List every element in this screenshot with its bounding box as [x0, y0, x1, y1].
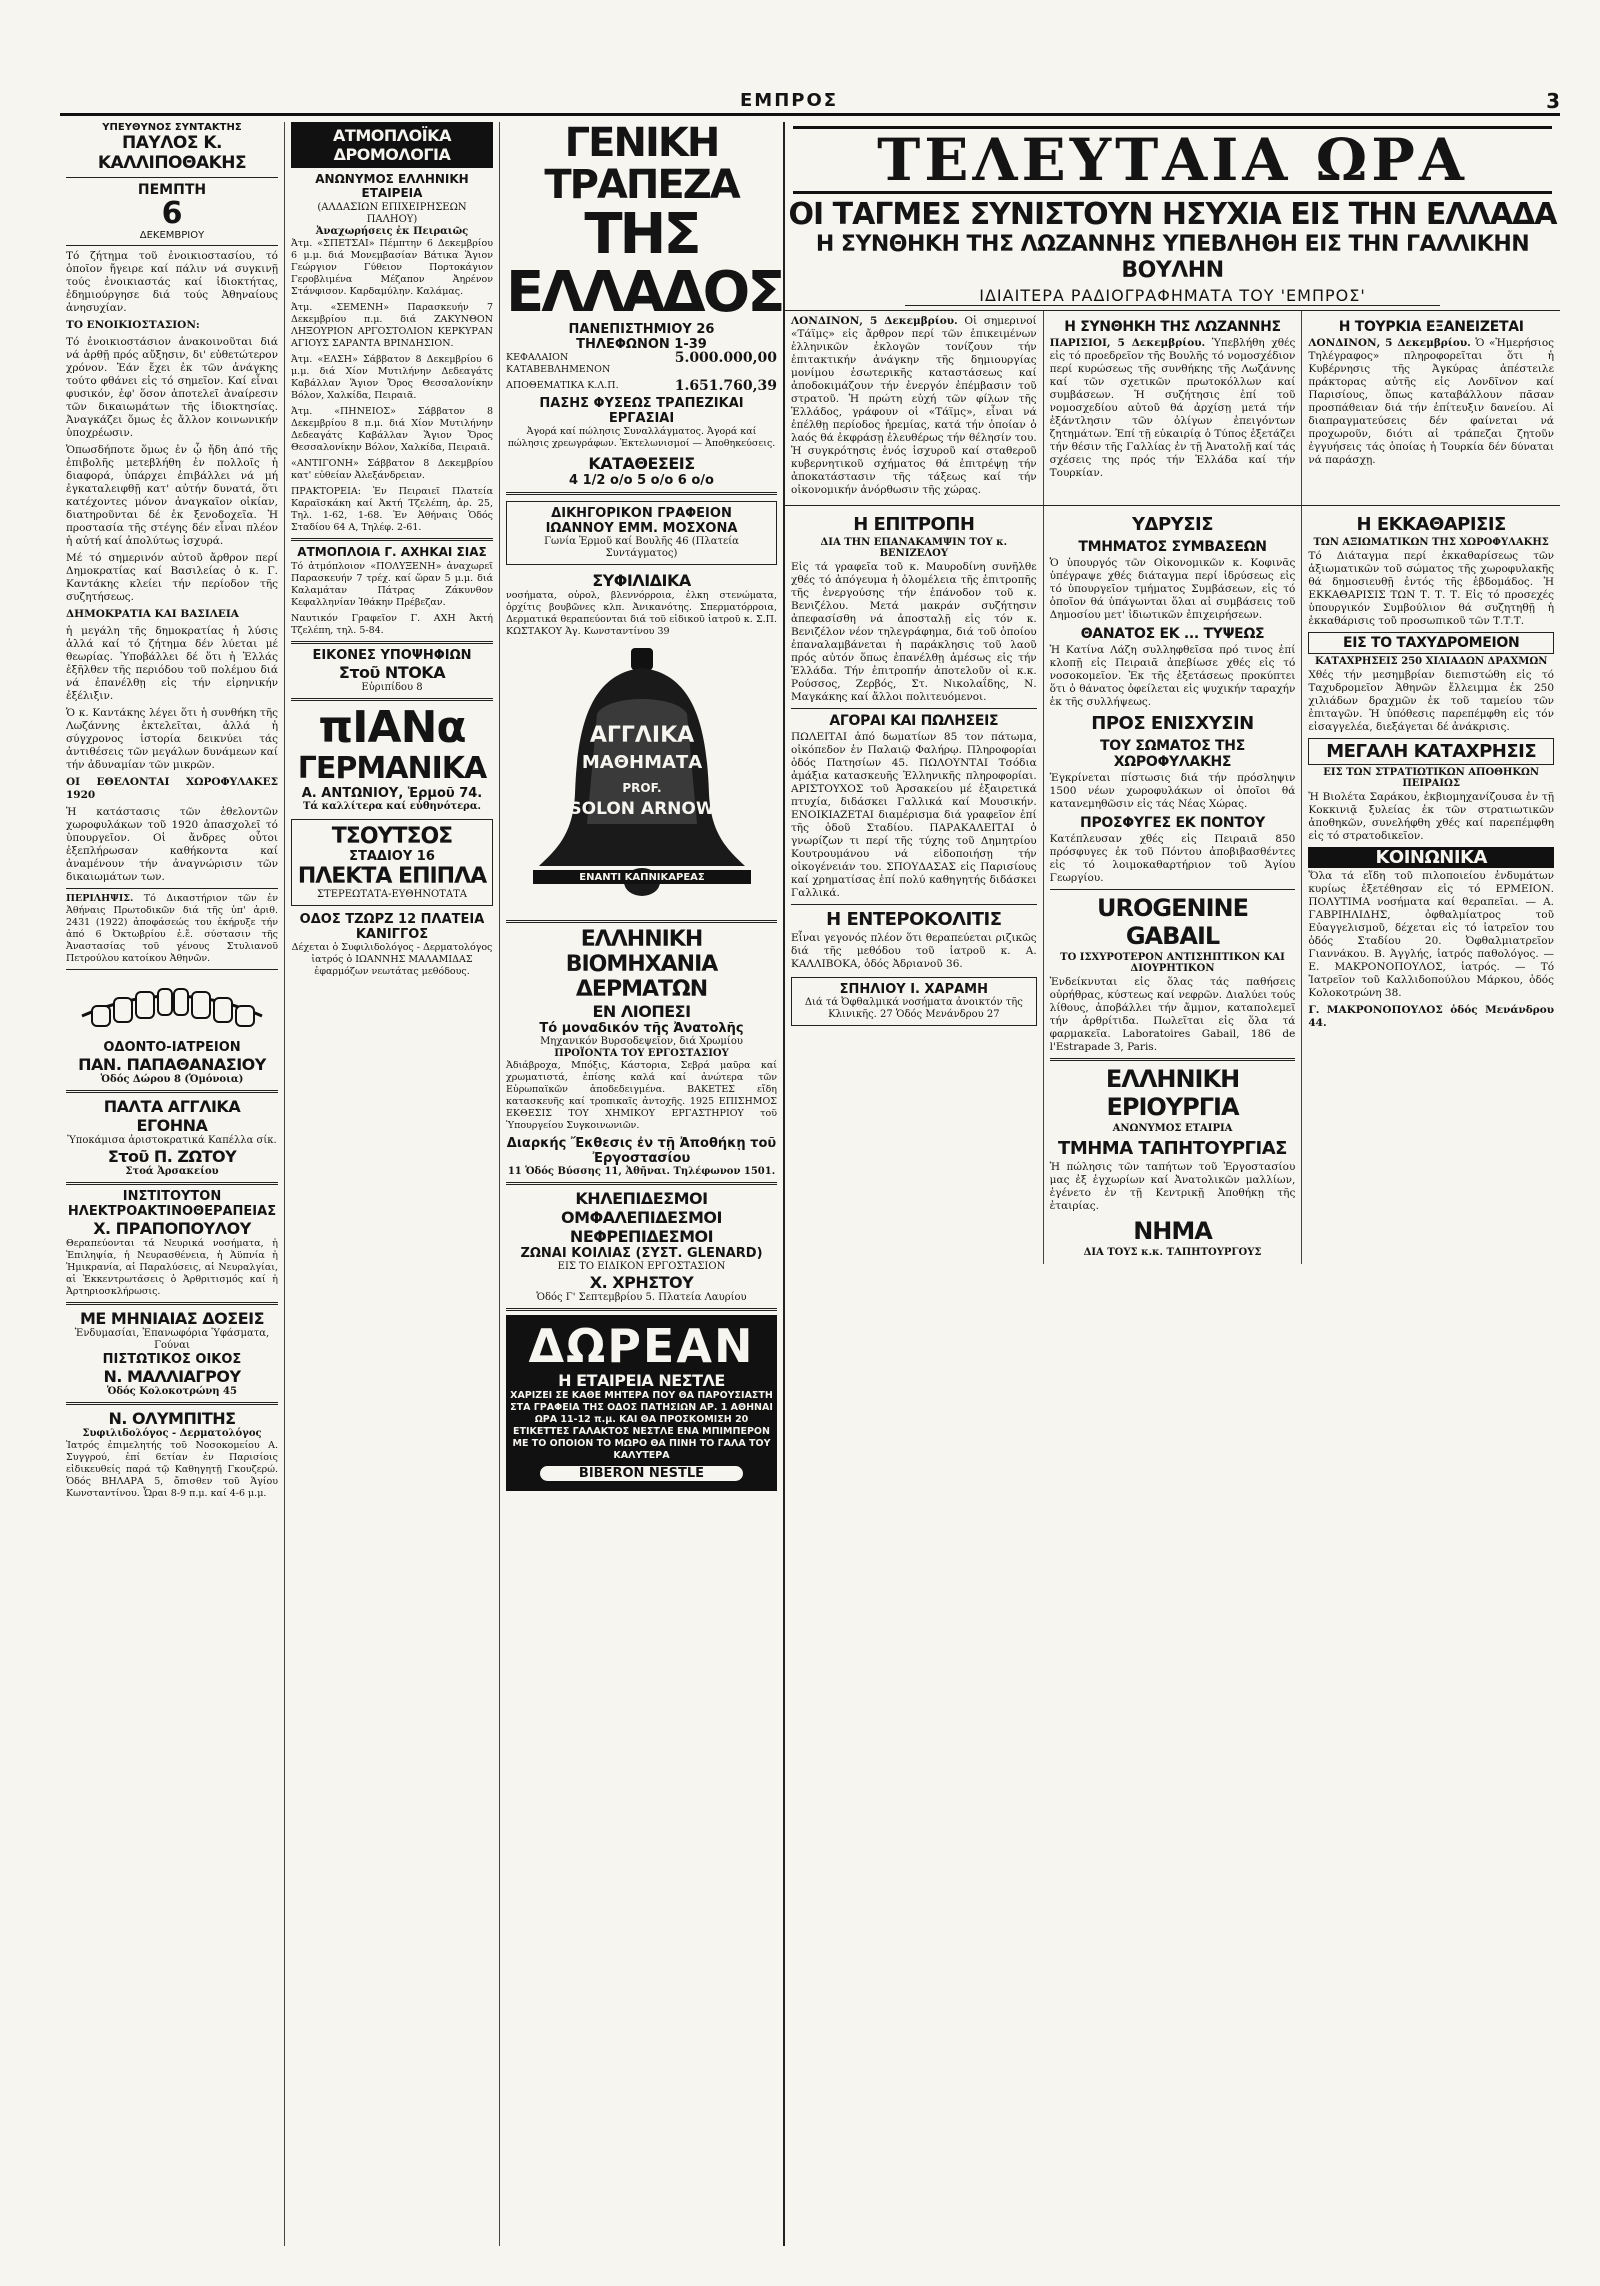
- piano-ad-subtitle: ΓΕΡΜΑΝΙΚΑ: [297, 751, 487, 786]
- shipping-company-sub: (ΑΛΔΑΣΙΩΝ ΕΠΙΧΕΙΡΗΣΕΩΝ ΠΑΛΗΟΥ): [317, 202, 467, 225]
- bank-deposit-rates: 4 1/2 ο/ο 5 ο/ο 6 ο/ο: [569, 473, 714, 488]
- second-shipping-banner: ΑΤΜΟΠΛΟΙΑ Γ. ΑΧΗΚΑΙ ΣΙΑΣ: [297, 545, 487, 559]
- notice-kicker: ΠΕΡΙΛΗΨΙΣ.: [66, 893, 134, 904]
- coats-ad-subtitle: Ὑποκάμισα ἀριστοκρατικά Καπέλλα σίκ.: [67, 1135, 277, 1146]
- article-body: Ὑπεβλήθη χθές εἰς τό προεδρεῖον τῆς Βουλῆς τό νομοσχέδιον περί κυρώσεως τῆς συνθήκης τῆς Λωζάννης καί τῶν σχετικῶν πρωτοκόλλων καί συμβάσεων. Ἡ συζήτησις ἐπί τοῦ νομοσχεδίου αὐτοῦ θά ἀρχίσῃ μετά τήν ἐξάντλησιν τῶν ὀλίγων ἐπειγόντων ζητημάτων. Ἐπί τῇ εὐκαιρίᾳ ὁ Τύπος ἐξετάζει τήν θέσιν τῆς Γαλλίας ἐν τῇ Ἀνατολῇ καί τάς σχέσεις της πρός τήν Ἑλλάδα καί τήν Τουρκίαν.: [1049, 337, 1296, 479]
- bell-prof: PROF.: [621, 781, 662, 795]
- bell-line-1: ΑΓΓΛΙΚΑ: [589, 723, 694, 748]
- dateline: ΠΑΡΙΣΙΟΙ, 5 Δεκεμβρίου.: [1049, 337, 1206, 349]
- bell-footer: ΕΝΑΝΤΙ ΚΑΠΝΙΚΑΡΕΑΣ: [578, 872, 705, 883]
- leather-ad-text: Ἀδιάβροχα, Μπόξις, Κάστορια, Σεβρά μαῦρα καί χρωματιστά, ἐπίσης καλά καί ἀνώτερα τῶν Εὐρωπαϊκῶν ἀποδεδειγμένα. ΒΑΚΕΤΕΣ εἴδη κατασκευῆς καί τροπικαῖς ἀντοχῆς. 1925 ΕΠΙΣΗΜΟΣ ΕΚΘΕΣΙΣ ΤΟΥ ΧΗΜΙΚΟΥ ΕΡΓΑΣΤΗΡΙΟΥ τοῦ Ὑπουργείου Συγκοινωνιῶν.: [506, 1060, 777, 1131]
- ship-schedule: Τό ἀτμόπλοιον «ΠΟΛΥΞΕΝΗ» ἀναχωρεῖ Παρασκευήν 7 τρέχ. καί ὥραν 5 μ.μ. διά Καλαμάταν Πάτρας Ζάκυνθον Κεφαλληνίαν Ἰθάκην Πρέβεζαν.: [291, 561, 493, 608]
- bandage-ad-line-3: ΝΕΦΡΕΠΙΔΕΣΜΟΙ: [569, 1227, 714, 1246]
- ship-schedule: «ΑΝΤΙΓΟΝΗ» Σάββατον 8 Δεκεμβρίου κατ' εὐθείαν Ἀλεξάνδρειαν.: [291, 458, 493, 481]
- shipping-company: ΑΝΩΝΥΜΟΣ ΕΛΛΗΝΙΚΗ ΕΤΑΙΡΕΙΑ: [315, 172, 469, 200]
- page-number: 3: [1546, 88, 1560, 113]
- purge-body: Τό Διάταγμα περί ἐκκαθαρίσεως τῶν ἀξιωματικῶν τοῦ σώματος τῆς χωροφυλακῆς θά δημοσιευθῇ ἐντός τῆς ἑβδομάδος. Ἡ ΕΚΚΑΘΑΡΙΣΙΣ ΤΩΝ Τ. Τ. Τ. Εἰς τό προσεχές ὑπουργικόν Συμβούλιον θά συζητηθῇ ἡ ἐκκαθάρισις τοῦ προσωπικοῦ τῶν Τ.Τ.Τ.: [1308, 550, 1555, 627]
- committee-kicker: ΔΙΑ ΤΗΝ ΕΠΑΝΑΚΑΜΨΙΝ ΤΟΥ κ. ΒΕΝΙΖΕΛΟΥ: [820, 537, 1008, 559]
- support-body: Ἐγκρίνεται πίστωσις διά τήν πρόσληψιν 1500 νέων χωροφυλάκων οἱ ὁποῖοι θά κατανεμηθῶσιν εἰς τάς Νέας Χώρας.: [1049, 772, 1296, 810]
- column-paragraph: Μέ τό σημερινόν αὐτοῦ ἄρθρον περί Δημοκρατίας καί Βασιλείας ὁ κ. Γ. Καντάκης κλείει τήν περίοδον τῆς συζητήσεως.: [66, 552, 278, 603]
- leather-ad-title: ΕΛΛΗΝΙΚΗ ΒΙΟΜΗΧΑΝΙΑ ΔΕΡΜΑΤΩΝ: [565, 927, 718, 1002]
- column-paragraph: ἡ μεγάλη τῆς δημοκρατίας ἡ λύσις ἀλλά καί τό ζήτημα δέν λύεται μέ θεωρίας. Ὑποβάλλει δέ ὅτι ἡ Ἑλλάς ἐξῆλθεν τῆς περιόδου τοῦ πολέμου διά νά ἐπανέλθῃ εἰς τήν εἰρηνικήν ἐξέλιξιν.: [66, 625, 278, 702]
- social-body: Ὅλα τά εἴδη τοῦ πιλοποιείου ἐνδυμάτων κυρίως ἐξετέθησαν εἰς τό ΕΡΜΕΙΟΝ. ΠΟΛΥΤΙΜΑ νοσήματα καί θεραπεῖαι. — Α. ΓΑΒΡΙΗΛΙΔΗΣ, ὀφθαλμίατρος τοῦ Εὐαγγελισμοῦ, δέχεται εἰς τό ἰατρεῖον του ὁδός Σταδίου 20. Ὀφθαλμιατρεῖον Γιαννάκου. Β. Ἀγγλής, ἰατρός παθολόγος. — Ε. ΜΑΚΡΟΝΟΠΟΥΛΟΣ, ἰατρός. — Τό Ἰατρεῖον τοῦ Καλλιδοπούλου Μάρκου, ὁδός Κολοκοτρώνη 38.: [1308, 870, 1555, 999]
- clinic-text: Δέχεται ὁ Συφιλιδολόγος - Δερματολόγος ἰατρός ὁ ΙΩΑΝΝΗΣ ΜΑΛΑΜΙΔΑΣ ἐφαρμόζων νεωτάτας μεθόδους.: [291, 942, 493, 977]
- monthly-subtitle: Ἐνδυμασίαι, Ἐπανωφόρια Ὑφάσματα, Γούναι: [74, 1328, 270, 1351]
- bandage-ad-line-4: ΖΩΝΑΙ ΚΟΙΛΙΑΣ (ΣΥΣΤ. GLENARD): [520, 1246, 763, 1261]
- bank-title-line-1: ΓΕΝΙΚΗ ΤΡΑΠΕΖΑ: [544, 122, 739, 208]
- article-body: Οἱ σημερινοί «Τάϊμς» εἰς ἄρθρον περί τῶν ἐπικειμένων ἑλληνικῶν ἐκλογῶν τονίζουν τήν ἐπιτακτικήν ἀνάγκην τῆς δημιουργίας μονίμου ἐσωτερικῆς καταστάσεως καί ἀποδοκιμάζουν τήν ἐνεργόν ἐπέμβασιν τοῦ στρατοῦ. Ἡ πρώτη εὐχή τῶν φίλων τῆς Ἑλλάδος, γράφουν οἱ «Τάϊμς», εἶναι νά ἐπέλθῃ περίοδος ἠρεμίας, κατά τήν ὁποίαν ὁ λαός θά ἐκφράσῃ ἐλευθέρως τήν θέλησίν του. Ἡ συγκρότησις ἑνός ἰσχυροῦ καί σταθεροῦ κυβερνητικοῦ σχήματος θά ἐπιτρέψῃ τήν ἀποκατάστασιν τῆς τάξεως καί τήν οἰκονομικήν ἀνόρθωσιν τῆς χώρας.: [791, 315, 1037, 496]
- bell-name: SOLON ARNOW: [568, 799, 715, 819]
- monthly-title: ΜΕ ΜΗΝΙΑΙΑΣ ΔΟΣΕΙΣ: [79, 1309, 265, 1328]
- syphilis-ad-text: νοσήματα, οὐρολ, βλεννόρροια, ἐλκη στενώματα, ὀρχίτις βουβῶνες κλπ. Ἀνικανότης. Σπερματόρροια, Δερματικά θεραπεύονται διά τοῦ εἰδικοῦ ἰατροῦ κ. Σ.Π. ΚΩΣΤΑΚΟΥ Ἀγ. Κωνσταντίνου 39: [506, 590, 777, 637]
- bandage-ad-line-1: ΚΗΛΕΠΙΔΕΣΜΟΙ: [575, 1189, 708, 1208]
- column-kicker: ΔΗΜΟΚΡΑΤΙΑ ΚΑΙ ΒΑΣΙΛΕΙΑ: [66, 608, 239, 620]
- shipping-banner: ΑΤΜΟΠΛΟΪΚΑ ΔΡΟΜΟΛΟΓΙΑ: [291, 122, 493, 168]
- post-office-body: Χθές τήν μεσημβρίαν διεπιστώθη εἰς τό Ταχυδρομεῖον Ἀθηνῶν ἔλλειμμα ἐκ 250 χιλιάδων δραχμῶν ἐκ τοῦ ταμείου τῶν ἐπιταγῶν. Ἡ ὑπόθεσις παρεπέμφθη εἰς τόν εἰσαγγελέα, διεξάγεται δέ ἀνάκρισις.: [1308, 669, 1555, 733]
- post-office-head: ΕΙΣ ΤΟ ΤΑΧΥΔΡΟΜΕΙΟΝ: [1308, 632, 1554, 654]
- departures-label: Ἀναχωρήσεις ἐκ Πειραιῶς: [315, 226, 469, 237]
- eye-clinic-name: ΣΠΗΛΙΟΥ Ι. ΧΑΡΑΜΗ: [839, 982, 988, 997]
- article-head: Η ΤΟΥΡΚΙΑ ΕΞΑΝΕΙΖΕΤΑΙ: [1338, 319, 1524, 335]
- article-head: Η ΣΥΝΘΗΚΗ ΤΗΣ ΛΩΖΑΝΝΗΣ: [1064, 319, 1281, 335]
- bank-address: ΠΑΝΕΠΙΣΤΗΜΙΟΥ 26: [568, 322, 715, 337]
- capital-label: ΚΕΦΑΛΑΙΟΝ ΚΑΤΑΒΕΒΛΗΜΕΝΟΝ: [506, 352, 611, 375]
- ship-schedule: Ἀτμ. «ΣΠΕΤΣΑΙ» Πέμπτην 6 Δεκεμβρίου 6 μ.μ. διά Μονεμβασίαν Βάτικα Ἅγιον Γεώργιον Γύθειον Πορτοκάγιον Γεροβλιμένα Μέζαπον Ἀηρένον Στάνφισον. Καρδαμύλην. Καλάμας.: [291, 238, 493, 297]
- support-head-2: ΤΟΥ ΣΩΜΑΤΟΣ ΤΗΣ ΧΩΡΟΦΥΛΑΚΗΣ: [1100, 738, 1245, 770]
- wool-department: ΤΜΗΜΑ ΤΑΠΗΤΟΥΡΓΙΑΣ: [1058, 1138, 1287, 1159]
- leather-ad-expo: Διαρκής Ἔκθεσις ἐν τῇ Ἀποθήκῃ τοῦ Ἐργοστασίου: [506, 1136, 777, 1166]
- piano-ad-dealer: Α. ΑΝΤΩΝΙΟΥ, Ἑρμοῦ 74.: [301, 786, 483, 801]
- article-london: [785, 311, 1044, 505]
- bell-illustration: [527, 644, 757, 914]
- furniture-ad-name: ΤΣΟΥΤΣΟΣ: [331, 824, 453, 849]
- furniture-ad-address: ΣΤΑΔΙΟΥ 16: [349, 849, 435, 864]
- column-kicker: ΟΙ ΕΘΕΛΟΝΤΑΙ ΧΩΡΟΦΥΛΑΚΕΣ 1920: [66, 776, 278, 801]
- nestle-ad: [506, 1315, 777, 1491]
- bandage-ad-sub: ΕΙΣ ΤΟ ΕΙΔΙΚΟΝ ΕΡΓΟΣΤΑΣΙΟΝ: [557, 1261, 726, 1272]
- headline-4: ΙΔΙΑΙΤΕΡΑ ΡΑΔΙΟΓΡΑΦΗΜΑΤΑ ΤΟΥ 'ΕΜΠΡΟΣ': [905, 286, 1440, 306]
- embezzlement-kicker: ΕΙΣ ΤΩΝ ΣΤΡΑΤΙΩΤΙΚΩΝ ΑΠΟΘΗΚΩΝ ΠΕΙΡΑΙΩΣ: [1323, 767, 1540, 789]
- death-body: Ἡ Κατίνα Λάζη συλληφθεῖσα πρό τινος ἐπί κλοπῇ εἰς Πειραιᾶ ἀπεβίωσε χθές εἰς τό νοσοκομεῖον. Ἐκ τῆς ἐξετάσεως προκύπτει ὅτι ὁ θάνατος ὀφείλεται εἰς ψυχικήν ταραχήν ἐκ τῆς συλλήψεως.: [1049, 644, 1296, 708]
- eye-clinic-text: Διά τά Ὀφθαλμικά νοσήματα ἀνοικτόν τῆς Κλινικῆς. 27 Ὁδός Μενάνδρου 27: [804, 997, 1023, 1020]
- column-paragraph: Ὁπωσδήποτε ὅμως ἐν ᾧ ἤδη ἀπό τῆς ἐπιβολῆς μετεβλήθη ἐν πολλοῖς ἡ διαφορά, ὑπάρχει ἐπιβάλλει νά μή ἐγκαταλειφθῇ κατ' αὐτήν δυνατά, ὅτι κατέχοντες μόνον ἀναγκαῖον οἰκίαν, διατηροῦνται δέ ἐκ ξενοδοχεῖα. Ἡ προστασία τῆς στέγης δέν εἶναι πλέον ἡ αὐτή καί ἀπολύτως ἰσχυρά.: [66, 444, 278, 547]
- dateline: ΛΟΝΔΙΝΟΝ, 5 Δεκεμβρίου.: [791, 315, 958, 327]
- issue-month: ΔΕΚΕΜΒΡΙΟΥ: [139, 230, 205, 241]
- urogenine-kicker: ΤΟ ΙΣΧΥΡΟΤΕΡΟΝ ΑΝΤΙΣΗΠΤΙΚΟΝ ΚΑΙ ΔΙΟΥΡΗΤΙΚΟΝ: [1060, 952, 1285, 974]
- doctor-name: Ν. ΟΛΥΜΠΙΤΗΣ: [108, 1409, 236, 1428]
- main-headline: ΤΕΛΕΥΤΑΙΑ ΩΡΑ: [793, 126, 1552, 194]
- doctor-specialty: Συφιλιδολόγος - Δερματολόγος: [82, 1428, 262, 1439]
- bank-reserves-row: [506, 380, 777, 392]
- death-head: ΘΑΝΑΤΟΣ ΕΚ ... ΤΥΨΕΩΣ: [1080, 626, 1265, 642]
- bottom-column-2: [1044, 506, 1303, 1264]
- institute-text: Θεραπεύονται τά Νευρικά νοσήματα, ἡ Ἐπιληψία, ἡ Νευρασθένεια, ἡ Ἀϋπνία ἡ Ἡμικρανία, αἱ Παραλύσεις, αἱ Νευραλγίαι, αἱ Ἐκκεντρωτάσεις ὁ Ἀρθριτισμός καί ἡ Ἀρτηριοσκλήρωσις.: [66, 1238, 278, 1297]
- bandage-ad-address: Ὁδός Γ' Σεπτεμβρίου 5. Πλατεία Λαυρίου: [536, 1292, 747, 1303]
- bank-deposits: ΚΑΤΑΘΕΣΕΙΣ: [588, 454, 695, 473]
- market-body: ΠΩΛΕΙΤΑΙ ἀπό δωματίων 85 τον πάτωμα, οἰκόπεδον ἐν Παλαιῷ Φαλήρῳ. Πληροφορίαι ὁδός Πατησίων 45. ΠΩΛΟΥΝΤΑΙ Τσόδια ἀμάξια κατασκευῆς Ἑλληνικῆς πληροφορίαι. ΑΡΙΣΤΟΥΧΟΣ τοῦ Ἀρσακείου μέ ἐξαιρετικά πτυχία, διδάσκει Γαλλικά καί Μουσικήν. ΕΝΟΙΚΙΑΖΕΤΑΙ διαμέρισμα διά γραφεῖον ἐπί τῆς ὁδοῦ Σταδίου. ΠΑΡΑΚΑΛΕΙΤΑΙ ὁ γνωρίζων τι περί τῆς τύχης τοῦ Δημητρίου Κουτρουμάνου νά εἰδοποιήσῃ τήν οἰκογένειάν του. ΣΠΟΥΔΑΣΑΣ εἰς Παρισίους καί χρηματίσας ἐπί πολύ καθηγητής διδάσκει Γαλλικά.: [791, 731, 1037, 899]
- reserves-value: 1.651.760,39: [674, 378, 777, 394]
- dentist-name: ΠΑΝ. ΠΑΠΑΘΑΝΑΣΙΟΥ: [78, 1055, 266, 1074]
- law-office-ad: [506, 501, 777, 565]
- leather-ad-sub2: Μηχανικόν Βυρσοδεψεῖον, διά Χρωμίου: [540, 1036, 743, 1047]
- wool-kicker: ΑΝΩΝΥΜΟΣ ΕΤΑΙΡΙΑ: [1112, 1123, 1233, 1134]
- column-2: [285, 122, 500, 2246]
- enterocolitis-body: Εἶναι γεγονός πλέον ὅτι θεραπεύεται ριζικῶς διά τῆς μεθόδου τοῦ ἰατροῦ κ. Α. ΚΑΛΛΙΒΟΚΑ, ὁδός Ἀδριανοῦ 36.: [791, 932, 1037, 970]
- eye-clinic-ad: [791, 977, 1037, 1026]
- top-columns: [785, 310, 1560, 505]
- nestle-biberon: BIBERON NESTLE: [540, 1466, 743, 1481]
- column-1: [60, 122, 285, 2246]
- issue-date: 6: [161, 196, 183, 231]
- wool-head: ΕΛΛΗΝΙΚΗ ΕΡΙΟΥΡΓΙΑ: [1105, 1065, 1240, 1121]
- article-turkey: [1302, 311, 1560, 505]
- bank-capital-row: [506, 352, 777, 376]
- bank-phone: ΤΗΛΕΦΩΝΟΝ 1-39: [576, 337, 707, 352]
- bell-line-2: ΜΑΘΗΜΑΤΑ: [581, 752, 702, 773]
- law-office-title: ΔΙΚΗΓΟΡΙΚΟΝ ΓΡΑΦΕΙΟΝ: [551, 506, 732, 521]
- dentist-address: Ὁδός Δώρου 8 (Ὁμόνοια): [100, 1074, 244, 1085]
- coats-ad-address: Στοά Ἀρσακείου: [125, 1166, 219, 1177]
- furniture-ad-product: ΠΛΕΚΤΑ ΕΠΙΠΛΑ: [297, 864, 487, 889]
- syphilis-ad-title: ΣΥΦΙΛΙΔΙΚΑ: [592, 571, 691, 590]
- leather-ad-place: ΕΝ ΛΙΟΠΕΣΙ: [592, 1002, 691, 1021]
- running-head: [60, 88, 1560, 116]
- column-kicker: ΤΟ ΕΝΟΙΚΙΟΣΤΑΣΙΟΝ:: [66, 319, 200, 331]
- dentist-title: ΟΔΟΝΤΟ-ΙΑΤΡΕΙΟΝ: [103, 1040, 241, 1055]
- piano-ad-note: Τά καλλίτερα καί εὐθηνότερα.: [302, 801, 482, 812]
- contracts-body: Ὁ ὑπουργός τῶν Οἰκονομικῶν κ. Κοφινᾶς ὑπέγραψε χθές διάταγμα περί ἱδρύσεως εἰς τό ὑπουργεῖον τμήματος Συμβάσεων, εἰς τό ὁποῖον θά ὑπάγωνται ὅλαι αἱ συμβάσεις τοῦ Δημοσίου μετ' ἰδιωτικῶν ἐπιχειρήσεων.: [1049, 557, 1296, 621]
- credit-address: Ὁδός Κολοκοτρώνη 45: [107, 1386, 237, 1397]
- wool-body: Ἡ πώλησις τῶν ταπήτων τοῦ Ἐργοστασίου μας ἐξ ἐγχωρίων καί Ἀνατολικῶν μαλλίων, ἐγένετο ἐν τῇ Κεντρικῇ Ἀποθήκῃ τῆς ἑταιρίας.: [1049, 1161, 1296, 1212]
- bottom-columns: [785, 505, 1560, 1264]
- headline-2: ΟΙ ΤΑΓΜΕΣ ΣΥΝΙΣΤΟΥΝ ΗΣΥΧΙΑ ΕΙΣ ΤΗΝ ΕΛΛΑΔΑ: [788, 197, 1557, 232]
- column-paragraph: Τό ἐνοικιοστάσιον ἀνακοινοῦται διά νά ἀρθῇ πρός αὔξησιν, δι' εὐθετώτερον χρόνον. Ἐάν ἔχει ἐκ τῶν ἀνάγκης τούτο φθάνει εἰς τό σημεῖον. Καί εἶναι φυσικόν, ἐφ' ὅσον ἀποτελεῖ ἀναίρεσιν τῶν δικαιωμάτων τῆς ἰδιοκτησίας. Ἀναγκάζει ὅμως ἐς ἄλλον κοινωνικήν ὑποχρέωσιν.: [66, 336, 278, 439]
- coats-ad-shop: Στοῦ Π. ΖΩΤΟΥ: [107, 1147, 237, 1166]
- institute-title: ΙΝΣΤΙΤΟΥΤΟΝ ΗΛΕΚΤΡΟΑΚΤΙΝΟΘΕΡΑΠΕΙΑΣ: [67, 1189, 277, 1219]
- column-paragraph: Ἡ κατάστασις τῶν ἐθελοντῶν χωροφυλάκων τοῦ 1920 ἀπασχολεῖ τό ὑπουργεῖον. Οἱ ἄνδρες οὗτοι ἐξεπλήρωσαν καθήκοντα καί ἀναμένουν τήν ἀναγνώρισιν τῶν δικαιωμάτων των.: [66, 806, 278, 883]
- headline-3: Η ΣΥΝΘΗΚΗ ΤΗΣ ΛΩΖΑΝΝΗΣ ΥΠΕΒΛΗΘΗ ΕΙΣ ΤΗΝ ΓΑΛΛΙΚΗΝ ΒΟΥΛΗΝ: [815, 232, 1530, 283]
- furniture-ad-note: ΣΤΕΡΕΩΤΑΤΑ-ΕΥΘΗΝΟΤΑΤΑ: [316, 889, 468, 900]
- bandage-ad-name: Χ. ΧΡΗΣΤΟΥ: [589, 1273, 694, 1292]
- bank-services-text: Ἀγορά καί πώλησις Συναλλάγματος. Ἀγορά καί πώλησις χρεωγράφων. Ἐκτελωνισμοί — Ἀποθηκεύσεις.: [507, 426, 776, 449]
- icons-ad-address: Εὐριπίδου 8: [361, 682, 423, 693]
- post-office-kicker: ΚΑΤΑΧΡΗΣΕΙΣ 250 ΧΙΛΙΑΔΩΝ ΔΡΑΧΜΩΝ: [1314, 656, 1548, 667]
- bottom-column-3: [1302, 506, 1560, 1264]
- bottom-column-1: [785, 506, 1044, 1264]
- capital-value: 5.000.000,00: [674, 350, 777, 366]
- doctor-text: Ἰατρός ἐπιμελητής τοῦ Νοσοκομείου Α. Συγγρού, ἐπί 6ετίαν ἐν Παρισίοις εἰδικευθείς παρά τῷ Καθηγητῇ Γκουζερώ. Ὁδός ΒΗΛΑΡΑ 5, ὄπισθεν τοῦ Ἁγίου Κωνσταντίνου. Ὧραι 8-9 π.μ. καί 4-6 μ.μ.: [66, 1440, 278, 1499]
- market-head: ΑΓΟΡΑΙ ΚΑΙ ΠΩΛΗΣΕΙΣ: [829, 713, 999, 729]
- refugees-body: Κατέπλευσαν χθές εἰς Πειραιᾶ 850 πρόσφυγες ἐκ τοῦ Πόντου ἀποβιβασθέντες εἰς τό λοιμοκαθαρτήριον τοῦ Ἁγίου Γεωργίου.: [1049, 833, 1296, 884]
- committee-head: Η ΕΠΙΤΡΟΠΗ: [853, 514, 975, 535]
- column-paragraph: Τό ζήτημα τοῦ ἐνοικιοστασίου, τό ὁποῖον ἤγειρε καί πάλιν νά συγκινῇ τούς ἐνοικιαστάς καί ἰδιοκτήτας, ἐδημιούργησε διά τούς Ἀθηναίους ἀνησυχίαν.: [66, 250, 278, 314]
- nestle-ad-company: Η ΕΤΑΙΡΕΙΑ ΝΕΣΤΛΕ: [558, 1371, 725, 1390]
- law-office-name: ΙΩΑΝΝΟΥ ΕΜΜ. ΜΟΣΧΟΝΑ: [545, 521, 738, 536]
- contracts-head: ΥΔΡΥΣΙΣ: [1132, 514, 1213, 535]
- leather-ad-products: ΠΡΟΪΟΝΤΑ ΤΟΥ ΕΡΓΟΣΤΑΣΙΟΥ: [554, 1048, 729, 1059]
- shipping-agencies: ΠΡΑΚΤΟΡΕΙΑ: Ἐν Πειραιεῖ Πλατεία Καραϊσκάκη καί Ἀκτή Τζελέπη, ἀρ. 25, Τηλ. 1-62, 1-68. Ἐν Ἀθήναις Ὁδός Σταδίου 64 Α, Τηλέφ. 2-61.: [291, 486, 493, 533]
- leather-ad-address: 11 Ὁδός Βύσσης 11, Ἀθῆναι. Τηλέφωνον 1501.: [507, 1166, 776, 1177]
- nestle-ad-text: ΧΑΡΙΖΕΙ ΣΕ ΚΑΘΕ ΜΗΤΕΡΑ ΠΟΥ ΘΑ ΠΑΡΟΥΣΙΑΣΤΗ ΣΤΑ ΓΡΑΦΕΙΑ ΤΗΣ ΟΔΟΣ ΠΑΤΗΣΙΩΝ ΑΡ. 1 ΑΘΗΝΑΙ ΩΡΑ 11-12 π.μ. ΚΑΙ ΘΑ ΠΡΟΣΚΟΜΙΣΗ 20 ΕΤΙΚΕΤΤΕΣ ΓΑΛΑΚΤΟΣ ΝΕΣΤΛΕ ΕΝΑ ΜΠΙΜΠΕΡΟΝ ΜΕ ΤΟ ΟΠΟΙΟΝ ΤΟ ΜΩΡΟ ΘΑ ΠΙΝΗ ΤΟ ΓΑΛΑ ΤΟΥ ΚΑΛΥΤΕΡΑ: [510, 1390, 773, 1461]
- editor-name: ΠΑΥΛΟΣ Κ. ΚΑΛΛΙΠΟΘΑΚΗΣ: [97, 133, 247, 173]
- icons-ad-title: ΕΙΚΟΝΕΣ ΥΠΟΨΗΦΙΩΝ: [312, 648, 472, 663]
- teeth-illustration: [72, 976, 272, 1034]
- refugees-head: ΠΡΟΣΦΥΓΕΣ ΕΚ ΠΟΝΤΟΥ: [1080, 815, 1265, 831]
- bank-services: ΠΑΣΗΣ ΦΥΣΕΩΣ ΤΡΑΠΕΖΙΚΑΙ ΕΡΓΑΣΙΑΙ: [539, 396, 744, 426]
- embezzlement-head: ΜΕΓΑΛΗ ΚΑΤΑΧΡΗΣΙΣ: [1308, 738, 1554, 765]
- contracts-head-2: ΤΜΗΜΑΤΟΣ ΣΥΜΒΑΣΕΩΝ: [1078, 539, 1267, 555]
- latest-news-section: [785, 122, 1560, 2246]
- yarn-head: ΝΗΜΑ: [1133, 1217, 1212, 1245]
- ship-schedule: Ἀτμ. «ΣΕΜΕΝΗ» Παρασκευήν 7 Δεκεμβρίου π.μ. διά ΖΑΚΥΝΘΟΝ ΛΗΞΟΥΡΙΟΝ ΑΡΓΟΣΤΟΛΙΟΝ ΚΕΡΚΥΡΑΝ ΑΓΙΟΥΣ ΣΑΡΑΝΤΑ ΒΡΙΝΔΗΣΙΟΝ.: [291, 302, 493, 349]
- legal-notice: Τό Δικαστήριον τῶν ἐν Ἀθήναις Πρωτοδικῶν διά τῆς ὑπ' ἀριθ. 2431 (1922) ἀποφάσεώς του ἐκήρυξε τήν ἀπό 6 Ὀκτωβρίου ἐ.ἔ. σύστασιν τῆς Ἀναστασίας τοῦ γένους Στυλιανοῦ Πετρούλου κατοίκου Ἀθηνῶν.: [66, 893, 278, 964]
- paper-name: ΕΜΠΡΟΣ: [740, 90, 839, 111]
- purge-head: Η ΕΚΚΑΘΑΡΙΣΙΣ: [1356, 514, 1506, 535]
- column-paragraph: Ὁ κ. Καντάκης λέγει ὅτι ἡ συνθήκη τῆς Λωζάννης ἐκτελεῖται, ἀλλά ἡ σύγχρονος ἱστορία δεικνύει τάς ἀντιθέσεις τῶν μεγάλων δυνάμεων καί τήν ἀδυναμίαν τῶν μικρῶν.: [66, 707, 278, 771]
- committee-body: Εἰς τά γραφεῖα τοῦ κ. Μαυροδίνη συνῆλθε χθές τό ἀπόγευμα ἡ ὁλομέλεια τῆς ἐπιτροπῆς τῆς ἐνεργούσης τήν ἐπάνοδον τοῦ κ. Βενιζέλου. Μετά μακράν συζήτησιν ἀπεφασίσθη νά ἀποσταλῇ εἰς τόν κ. Βενιζέλον νέον τηλεγράφημα, διά τοῦ ὁποίου ἐπαναλαμβάνεται ἡ παράκλησις τοῦ λαοῦ πρός αὐτόν ὅπως ἐπανέλθῃ ἀμέσως εἰς τήν Ἑλλάδα. Τήν ἐπιτροπήν ἀποτελοῦν οἱ κ.κ. Ρούσσος, Ζερβός, Στ. Νικολαΐδης, Ν. Μαγκάκης καί ἄλλοι πολιτευόμενοι.: [791, 561, 1037, 703]
- issue-day: ΠΕΜΠΤΗ: [137, 182, 207, 198]
- column-3: [500, 122, 785, 2246]
- editor-kicker: ΥΠΕΥΘΥΝΟΣ ΣΥΝΤΑΚΤΗΣ: [102, 122, 242, 133]
- leather-ad-sub: Τό μοναδικόν τῆς Ἀνατολῆς: [539, 1021, 744, 1036]
- embezzlement-body: Ἡ Βιολέτα Σαράκου, ἐκβιομηχανίζουσα ἐν τῇ Κοκκινιᾷ ξυλείας ἐκ τῶν στρατιωτικῶν ἀποθηκῶν, συνελήφθη χθές καί παρεπέμφθη εἰς τό στρατοδικεῖον.: [1308, 791, 1555, 842]
- article-body: Ὁ «Ἡμερήσιος Τηλέγραφος» πληροφορεῖται ὅτι ἡ Κυβέρνησις τῆς Ἀγκύρας ἀπέστειλε πράκτορας αὐτῆς εἰς Λονδῖνον καί Παρισίους, ὅπως καταβάλλουν πᾶσαν προσπάθειαν διά τήν ἐπίτευξιν δανείου. Αἱ διαπραγματεύσεις δέν φαίνεται νά προχωροῦν, διότι αἱ τράπεζαι ζητοῦν ἐγγυήσεις τάς ὁποίας ἡ Τουρκία δέν δύναται νά παράσχῃ.: [1308, 337, 1555, 466]
- dateline: ΛΟΝΔΙΝΟΝ, 5 Δεκεμβρίου.: [1308, 337, 1471, 349]
- ship-schedule: Ἀτμ. «ΕΛΣΗ» Σάββατον 8 Δεκεμβρίου 6 μ.μ. διά Χίον Μυτιλήνην Δεδεαγάτς Καβάλλαν Ἅγιον Ὄρος Θεσσαλονίκην Βόλον, Χαλκίδα, Πειραιᾶ.: [291, 354, 493, 401]
- furniture-ad: [291, 819, 493, 906]
- support-head: ΠΡΟΣ ΕΝΙΣΧΥΣΙΝ: [1091, 713, 1254, 734]
- yarn-kicker: ΔΙΑ ΤΟΥΣ κ.κ. ΤΑΠΗΤΟΥΡΓΟΥΣ: [1083, 1247, 1262, 1258]
- purge-kicker: ΤΩΝ ΑΞΙΩΜΑΤΙΚΩΝ ΤΗΣ ΧΩΡΟΦΥΛΑΚΗΣ: [1313, 537, 1549, 548]
- enterocolitis-head: Η ΕΝΤΕΡΟΚΟΛΙΤΙΣ: [826, 909, 1002, 930]
- credit-house: ΠΙΣΤΩΤΙΚΟΣ ΟΙΚΟΣ: [102, 1352, 242, 1367]
- institute-name: Χ. ΠΡΑΠΟΠΟΥΛΟΥ: [93, 1219, 251, 1238]
- credit-name: Ν. ΜΑΛΛΙΑΓΡΟΥ: [103, 1367, 241, 1386]
- bandage-ad-line-2: ΟΜΦΑΛΕΠΙΔΕΣΜΟΙ: [561, 1208, 722, 1227]
- clinic-street: ΟΔΟΣ ΤΖΩΡΖ 12 ΠΛΑΤΕΙΑ ΚΑΝΙΓΓΟΣ: [299, 912, 485, 942]
- nestle-ad-headline: ΔΩΡΕΑΝ: [528, 1319, 755, 1373]
- icons-ad-shop: Στοῦ ΝΤΟΚΑ: [338, 663, 446, 682]
- shipping-agent: Ναυτικόν Γραφεῖον Γ. ΑΧΗ Ἀκτή Τζελέπη, τηλ. 5-84.: [291, 613, 493, 636]
- urogenine-body: Ἐνδείκνυται εἰς ὅλας τάς παθήσεις οὐρήθρας, κύστεως καί νεφρῶν. Διαλύει τούς λίθους, ἀποβάλλει τήν ἄμμον, καταπολεμεῖ τήν ἀρθρίτιδα. Πωλεῖται εἰς ὅλα τά φαρμακεῖα. Laboratoires Gabail, 186 de l'Estrapade 3, Paris.: [1049, 976, 1296, 1053]
- social-head: ΚΟΙΝΩΝΙΚΑ: [1308, 847, 1554, 868]
- urogenine-head: UROGENINE GABAIL: [1097, 894, 1248, 950]
- article-lausanne: [1044, 311, 1303, 505]
- social-footer: Γ. ΜΑΚΡΟΝΟΠΟΥΛΟΣ ὁδός Μενάνδρου 44.: [1308, 1004, 1555, 1029]
- coats-ad-title: ΠΑΛΤΑ ΑΓΓΛΙΚΑ ΕΓΟΗΝΑ: [103, 1097, 241, 1135]
- reserves-label: ΑΠΟΘΕΜΑΤΙΚΑ Κ.Λ.Π.: [506, 380, 619, 391]
- bank-title-line-2: ΤΗΣ ΕΛΛΑΔΟΣ: [506, 202, 783, 325]
- ship-schedule: Ἀτμ. «ΠΗΝΕΙΟΣ» Σάββατον 8 Δεκεμβρίου 8 π.μ. διά Χίον Μυτιλήνην Δεδεαγάτς Καβάλλαν Ἅγιον Ὄρος Θεσσαλονίκην Βόλον, Χαλκίδα, Πειραιᾶ.: [291, 406, 493, 453]
- law-office-address: Γωνία Ἑρμοῦ καί Βουλῆς 46 (Πλατεία Συντάγματος): [544, 536, 739, 559]
- piano-ad-title: πΙΑΝα: [318, 702, 466, 753]
